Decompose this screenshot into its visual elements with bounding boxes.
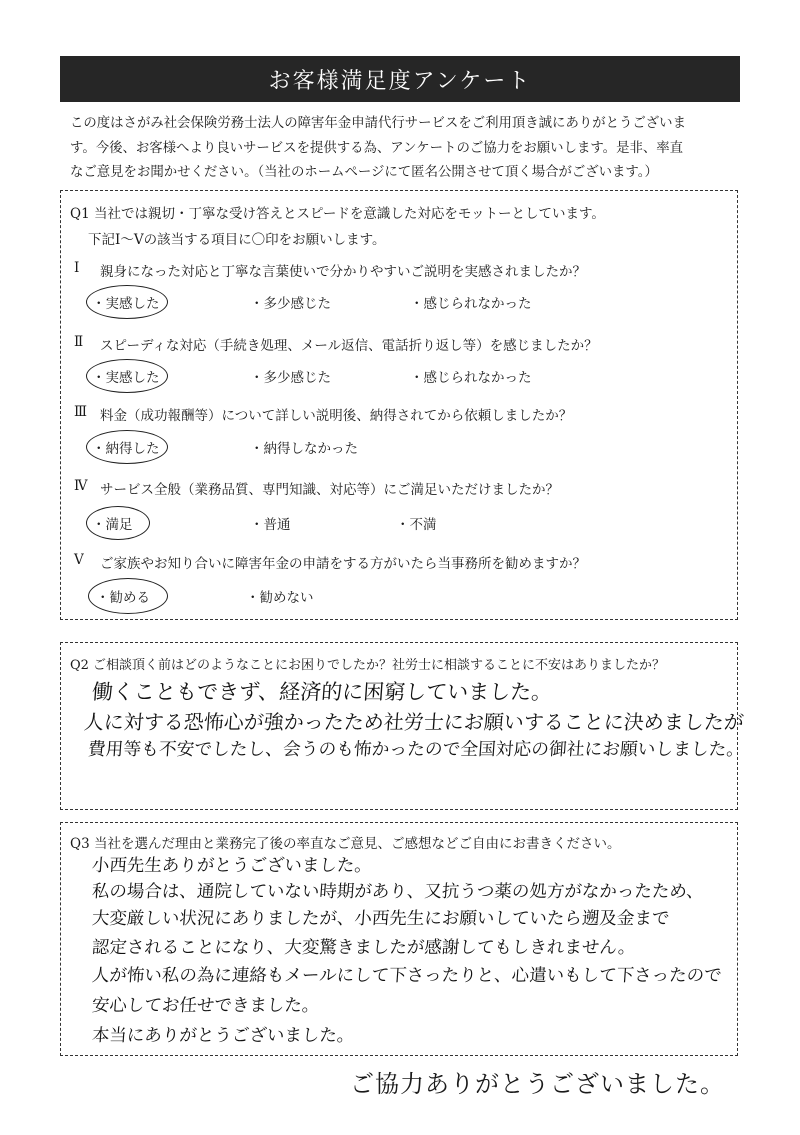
q2-answer-line: 働くこともできず、経済的に困窮していました。: [91, 680, 554, 704]
q1-item-number: Ⅴ: [74, 552, 84, 568]
q1-item-question: スピーディな対応（手続き処理、メール返信、電話折り返し等）を感じましたか？: [100, 338, 598, 354]
survey-title: お客様満足度アンケート: [60, 56, 740, 102]
q3-answer-line: 安心してお任せできました。: [91, 996, 321, 1016]
option: ・勧めない: [246, 590, 314, 606]
intro-text: [70, 112, 750, 186]
option-selected: ・実感した: [92, 370, 160, 386]
option: ・普通: [250, 517, 291, 533]
option: ・多少感じた: [250, 370, 331, 386]
option: ・不満: [396, 517, 437, 533]
q1-question: Q1 当社では親切・丁寧な受け答えとスピードを意識した対応をモットーとしています。: [70, 206, 605, 222]
option: ・多少感じた: [250, 296, 331, 312]
q2-answer-line: 人に対する恐怖心が強かったため社労士にお願いすることに決めましたが: [83, 710, 745, 734]
option-selected: ・実感した: [92, 296, 160, 312]
closing-thanks: ご協力ありがとうございました。: [350, 1070, 725, 1098]
q1-item-number: Ⅱ: [74, 334, 84, 350]
q2-answer-line: 費用等も不安でしたし、会うのも怖かったので全国対応の御社にお願いしました。: [87, 740, 745, 760]
q1-item-question: サービス全般（業務品質、専門知識、対応等）にご満足いただけましたか？: [100, 482, 559, 498]
q1-item-question: ご家族やお知り合いに障害年金の申請をする方がいたら当事務所を勧めますか？: [100, 556, 586, 572]
q1-item-number: Ⅰ: [74, 260, 80, 276]
q3-answer-line: 小西先生ありがとうございました。: [91, 856, 373, 876]
q1-item-question: 料金（成功報酬等）について詳しい説明後、納得されてから依頼しましたか？: [100, 408, 573, 424]
intro-line: この度はさがみ社会保険労務士法人の障害年金申請代行サービスをご利用頂き誠にありがとうございま: [70, 116, 686, 131]
q1-item-question: 親身になった対応と丁寧な言葉使いで分かりやすいご説明を実感されましたか？: [100, 264, 586, 280]
intro-line: なご意見をお聞かせください。（当社のホームページにて匿名公開させて頂く場合がございます。）: [70, 165, 658, 180]
intro-line: す。今後、お客様へより良いサービスを提供する為、アンケートのご協力をお願いします。是非、率直: [70, 140, 684, 156]
option: ・感じられなかった: [410, 370, 532, 386]
q3-answer-line: 本当にありがとうございました。: [91, 1026, 356, 1046]
q3-answer-line: 人が怖い私の為に連絡もメールにして下さったりと、心遣いもして下さったので: [91, 966, 723, 986]
q3-answer-line: 大変厳しい状況にありましたが、小西先生にお願いしていたら遡及金まで: [91, 909, 671, 929]
q3-answer-line: 私の場合は、通院していない時期があり、又抗うつ薬の処方がなかったため、: [91, 882, 705, 902]
q1-instruction: 下記Ⅰ～Ⅴの該当する項目に〇印をお願いします。: [88, 232, 386, 248]
q2-question: Q2 ご相談頂く前はどのようなことにお困りでしたか？社労士に相談することに不安はありましたか？: [70, 658, 666, 673]
q3-question: Q3 当社を選んだ理由と業務完了後の率直なご意見、ご感想などご自由にお書きください。: [70, 836, 621, 852]
option: ・感じられなかった: [410, 296, 532, 312]
q1-item-number: Ⅲ: [74, 404, 88, 420]
option-selected: ・満足: [92, 517, 133, 533]
option-selected: ・勧める: [96, 590, 150, 606]
option-selected: ・納得した: [92, 441, 160, 457]
q3-answer-line: 認定されることになり、大変驚きましたが感謝してもしきれません。: [91, 938, 637, 958]
option: ・納得しなかった: [250, 441, 358, 457]
q1-item-number: Ⅳ: [74, 478, 88, 494]
